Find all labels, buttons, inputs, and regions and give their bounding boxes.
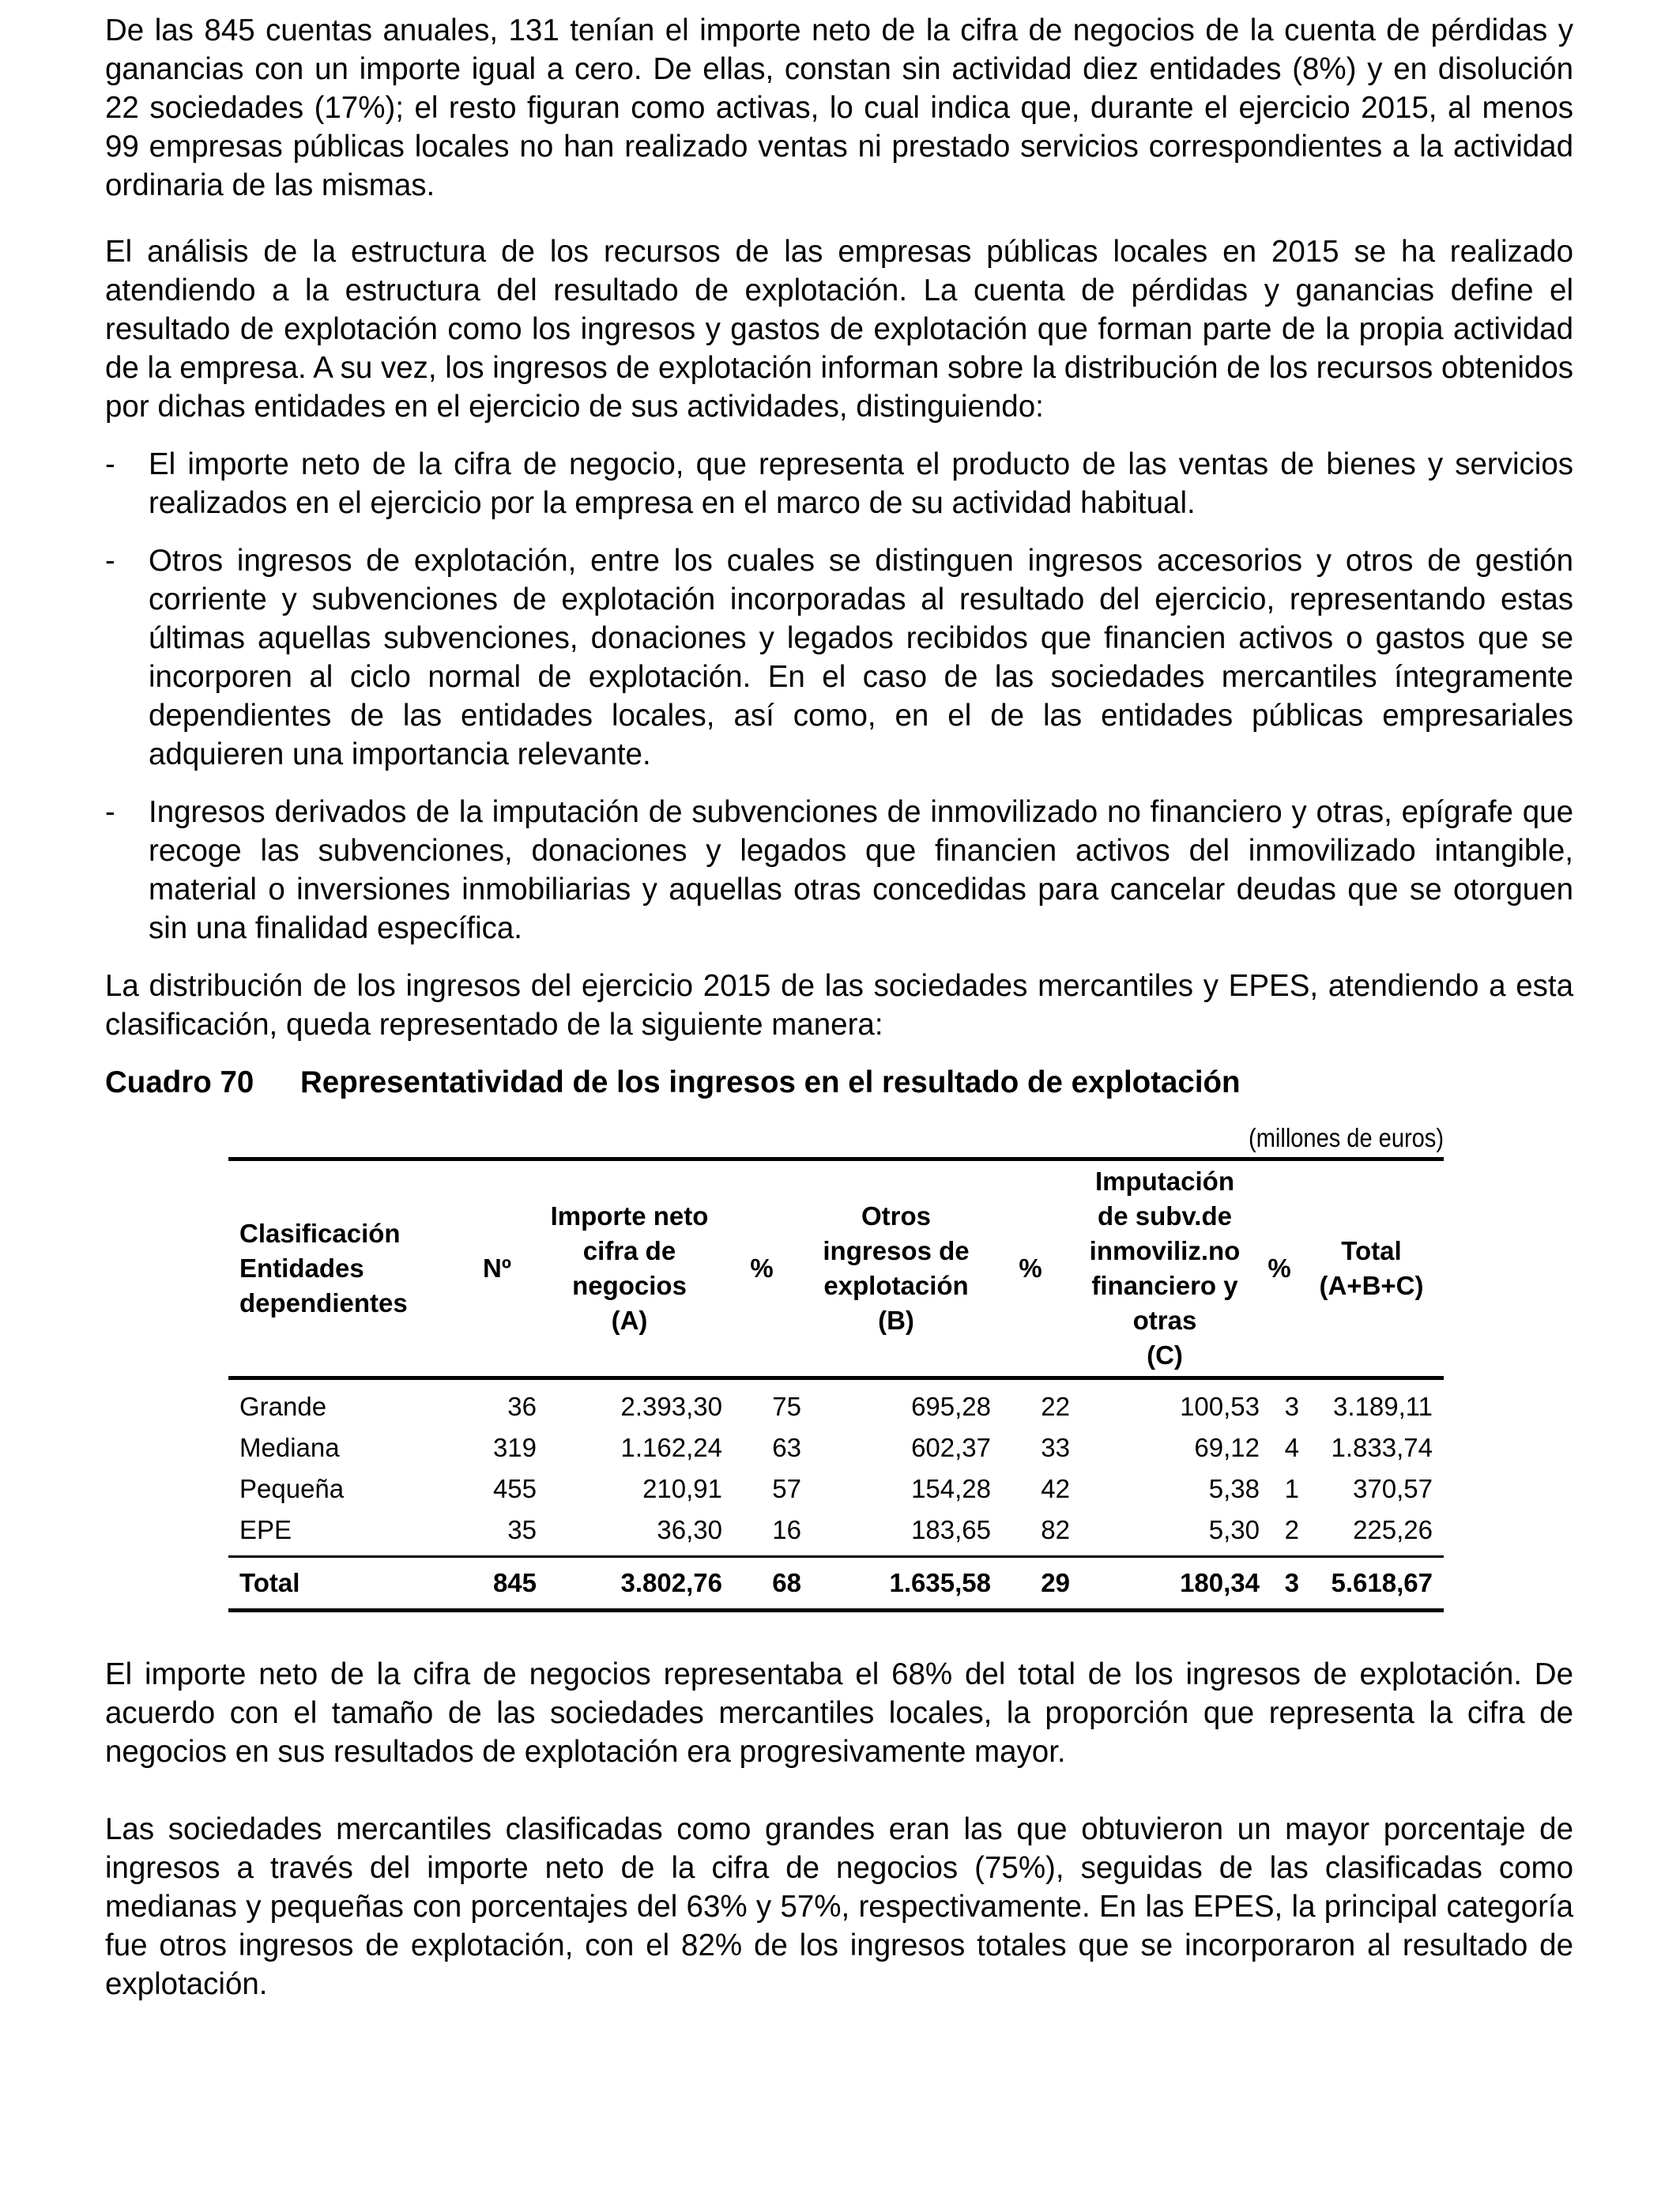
table-caption (105, 1063, 1573, 1102)
cell-a: 36,30 (657, 1515, 722, 1544)
list-item-text: El importe neto de la cifra de negocio, que representa el producto de las ventas de bienes y servicios realizados en el ejercicio por la empresa en el marco de su actividad habitual. (149, 447, 1573, 520)
cell-pc: 1 (1284, 1474, 1299, 1503)
ingresos-list (105, 445, 1573, 948)
cell-a: 1.162,24 (620, 1433, 722, 1462)
cell-b: 154,28 (911, 1474, 991, 1503)
cell-a: 210,91 (642, 1474, 722, 1503)
header-otros-ingresos: Otros ingresos de explotación (B) (801, 1159, 991, 1378)
table-container (228, 1122, 1444, 1612)
cell-c: 100,53 (1180, 1392, 1260, 1421)
header-importe-neto: Importe neto cifra de negocios (A) (537, 1159, 722, 1378)
cell-n: 35 (507, 1515, 537, 1544)
cell-b: 1.635,58 (801, 1557, 991, 1611)
document-page (105, 11, 1573, 2004)
cell-total: 1.833,74 (1331, 1433, 1433, 1462)
table-row (228, 1510, 1444, 1557)
cell-clase: Pequeña (239, 1474, 345, 1503)
cell-clase: Grande (239, 1392, 327, 1421)
header-clasificacion: Clasificación Entidades dependientes (228, 1159, 458, 1378)
list-dash: - (105, 447, 115, 481)
header-pct-c: % (1260, 1159, 1299, 1378)
table-number: Cuadro 70 (105, 1065, 254, 1099)
cell-pa: 75 (772, 1392, 801, 1421)
cell-clase: EPE (239, 1515, 292, 1544)
cell-c: 5,38 (1208, 1474, 1260, 1503)
cell-pa: 63 (772, 1433, 801, 1462)
ingresos-table (228, 1157, 1444, 1612)
header-numero: Nº (458, 1159, 537, 1378)
cell-n: 319 (492, 1433, 537, 1462)
table-title: Representatividad de los ingresos en el resultado de explotación (300, 1065, 1241, 1099)
cell-pb: 29 (991, 1557, 1070, 1611)
list-item (105, 793, 1573, 948)
paragraph-importe-neto: El importe neto de la cifra de negocios representaba el 68% del total de los ingresos de explotación. De acuerdo con el tamaño de las sociedades mercantiles locales, la proporción que representa la cifra de negocios en sus resultados de explotación era progresivamente mayor. (105, 1657, 1573, 1769)
cell-pc: 2 (1284, 1515, 1299, 1544)
cell-clase: Total (228, 1557, 458, 1611)
cell-total: 5.618,67 (1299, 1557, 1444, 1611)
list-dash: - (105, 544, 115, 578)
list-dash: - (105, 795, 115, 829)
cell-total: 370,57 (1353, 1474, 1433, 1503)
header-imputacion: Imputación de subv.de inmoviliz.no financiero y otras (C) (1070, 1159, 1260, 1378)
paragraph-cuentas-anuales: De las 845 cuentas anuales, 131 tenían el importe neto de la cifra de negocios de la cuenta de pérdidas y ganancias con un importe igual a cero. De ellas, constan sin actividad diez entidades (8%) y en disolución 22 sociedades (17%); el resto figuran como activas, lo cual indica que, durante el ejercicio 2015, al menos 99 empresas públicas locales no han realizado ventas ni prestado servicios correspondientes a la actividad ordinaria de las mismas. (105, 13, 1573, 202)
table-units: (millones de euros) (1249, 1123, 1444, 1152)
cell-total: 225,26 (1353, 1515, 1433, 1544)
cell-pa: 68 (722, 1557, 801, 1611)
cell-n: 36 (507, 1392, 537, 1421)
cell-n: 455 (492, 1474, 537, 1503)
cell-pc: 3 (1284, 1392, 1299, 1421)
cell-pc: 3 (1260, 1557, 1299, 1611)
cell-pb: 33 (1041, 1433, 1070, 1462)
table-total-row (228, 1557, 1444, 1611)
list-item-text: Ingresos derivados de la imputación de subvenciones de inmovilizado no financiero y otras, epígrafe que recoge las subvenciones, donaciones y legados que financien activos del inmovilizado intangible, material o inversiones inmobiliarias y aquellas otras concedidas para cancelar deudas que se otorguen sin una finalidad específica. (149, 795, 1573, 945)
list-item (105, 445, 1573, 522)
cell-pb: 82 (1041, 1515, 1070, 1544)
cell-pc: 4 (1284, 1433, 1299, 1462)
list-item-text: Otros ingresos de explotación, entre los cuales se distinguen ingresos accesorios y otros de gestión corriente y subvenciones de explotación incorporadas al resultado del ejercicio, representando estas últimas aquellas subvenciones, donaciones y legados recibidos que financien activos o gastos que se incorporen al ciclo normal de explotación. En el caso de las sociedades mercantiles íntegramente dependientes de las entidades locales, así como, en el de las entidades públicas empresariales adquieren una importancia relevante. (149, 544, 1573, 771)
table-row (228, 1427, 1444, 1468)
header-pct-a: % (722, 1159, 801, 1378)
paragraph-sociedades-grandes: Las sociedades mercantiles clasificadas como grandes eran las que obtuvieron un mayor porcentaje de ingresos a través del importe neto de la cifra de negocios (75%), seguidas de las clasificadas como medianas y pequeñas con porcentajes del 63% y 57%, respectivamente. En las EPES, la principal categoría fue otros ingresos de explotación, con el 82% de los ingresos totales que se incorporaron al resultado de explotación. (105, 1812, 1573, 2001)
paragraph-analisis-estructura: El análisis de la estructura de los recursos de las empresas públicas locales en 2015 se ha realizado atendiendo a la estructura del resultado de explotación. La cuenta de pérdidas y ganancias define el resultado de explotación como los ingresos y gastos de explotación que forman parte de la propia actividad de la empresa. A su vez, los ingresos de explotación informan sobre la distribución de los recursos obtenidos por dichas entidades en el ejercicio de sus actividades, distinguiendo: (105, 235, 1573, 424)
cell-c: 69,12 (1194, 1433, 1260, 1462)
cell-pb: 22 (1041, 1392, 1070, 1421)
cell-pa: 16 (772, 1515, 801, 1544)
header-pct-b: % (991, 1159, 1070, 1378)
table-row (228, 1468, 1444, 1510)
cell-a: 3.802,76 (537, 1557, 722, 1611)
cell-b: 695,28 (911, 1392, 991, 1421)
cell-c: 5,30 (1208, 1515, 1260, 1544)
cell-clase: Mediana (239, 1433, 340, 1462)
list-item (105, 541, 1573, 774)
header-total: Total (A+B+C) (1299, 1159, 1444, 1378)
cell-b: 183,65 (911, 1515, 991, 1544)
paragraph-distribucion: La distribución de los ingresos del ejercicio 2015 de las sociedades mercantiles y EPES, atendiendo a esta clasificación, queda representado de la siguiente manera: (105, 969, 1573, 1042)
cell-total: 3.189,11 (1332, 1392, 1433, 1421)
cell-n: 845 (458, 1557, 537, 1611)
table-row (228, 1378, 1444, 1428)
cell-b: 602,37 (911, 1433, 991, 1462)
cell-c: 180,34 (1070, 1557, 1260, 1611)
table-header-row (228, 1159, 1444, 1378)
post-table-section (105, 1655, 1573, 2004)
cell-pa: 57 (772, 1474, 801, 1503)
cell-pb: 42 (1041, 1474, 1070, 1503)
cell-a: 2.393,30 (620, 1392, 722, 1421)
